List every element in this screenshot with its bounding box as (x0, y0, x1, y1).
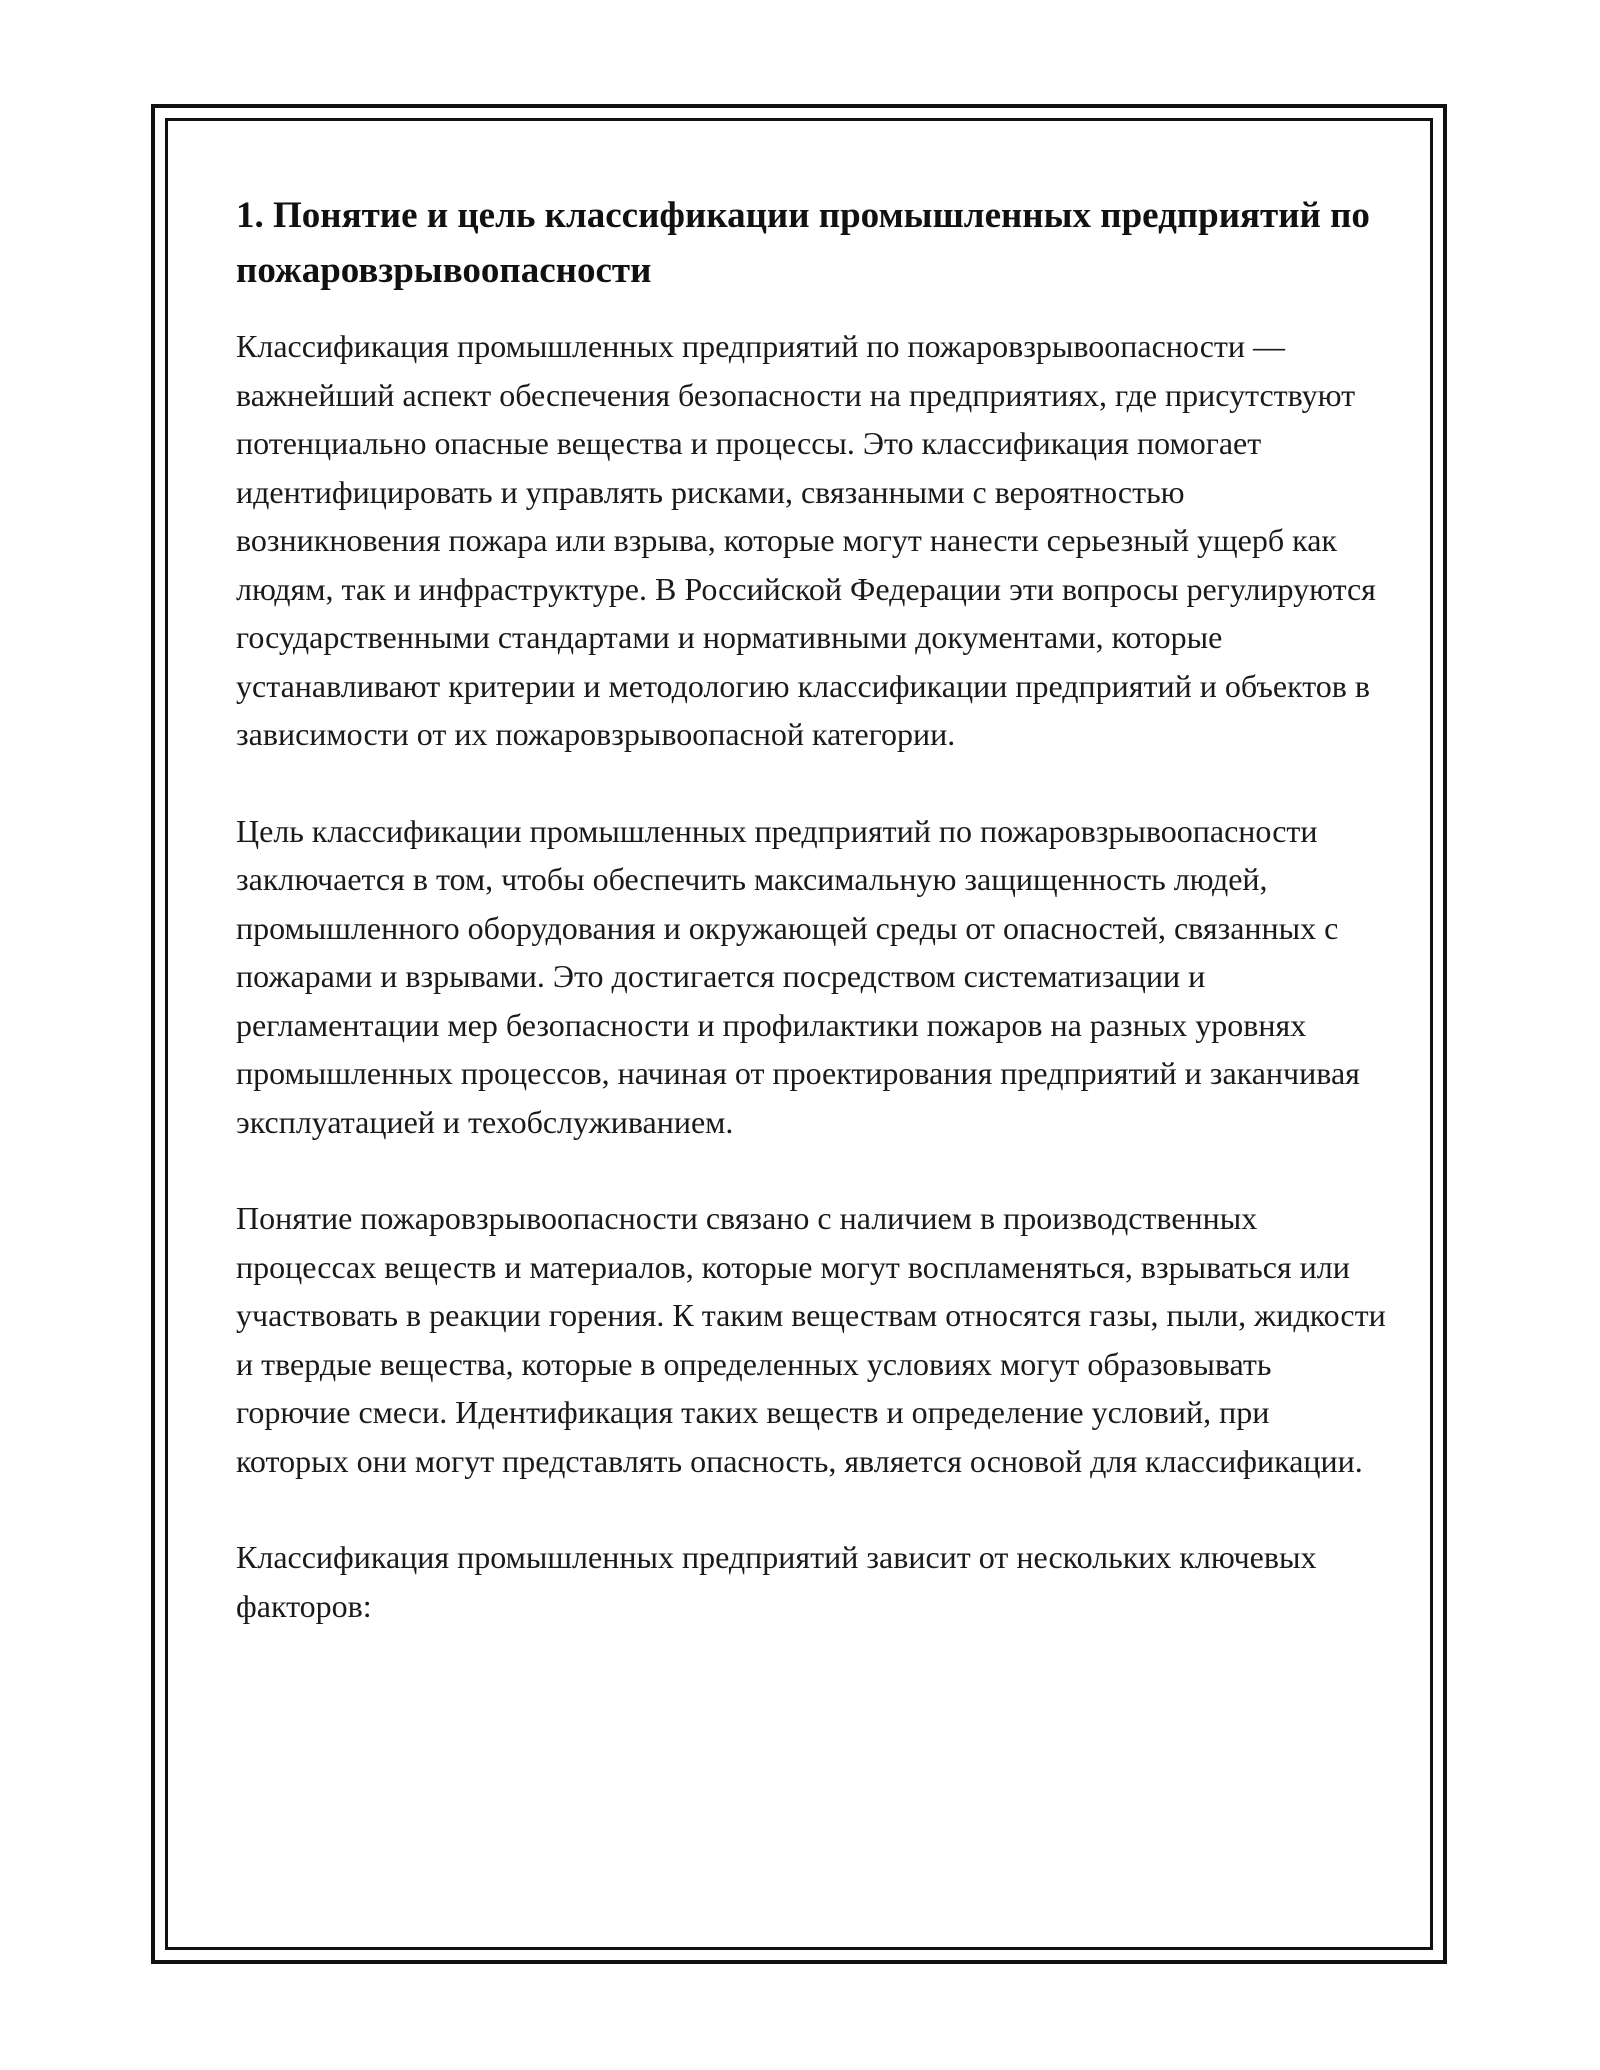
paragraph-1: Классификация промышленных предприятий по пожаровзрывоопасности — важнейший аспект обеспечения безопасности на предприятиях, где присутствуют потенциально опасные вещества и процессы. Это классификация помогает идентифицировать и управлять рисками, связанными с вероятностью возникновения пожара или взрыва, которые могут нанести серьезный ущерб как людям, так и инфраструктуре. В Российской Федерации эти вопросы регулируются государственными стандартами и нормативными документами, которые устанавливают критерии и методологию классификации предприятий и объектов в зависимости от их пожаровзрывоопасной категории. (236, 328, 1376, 752)
paragraph-4: Классификация промышленных предприятий зависит от нескольких ключевых факторов: (236, 1539, 1317, 1624)
document-body (236, 188, 1386, 1678)
paragraph-3: Понятие пожаровзрывоопасности связано с наличием в производственных процессах веществ и материалов, которые могут воспламеняться, взрываться или участвовать в реакции горения. К таким веществам относятся газы, пыли, жидкости и твердые вещества, которые в определенных условиях могут образовывать горючие смеси. Идентификация таких веществ и определение условий, при которых они могут представлять опасность, является основой для классификации. (236, 1200, 1386, 1479)
paragraph-2: Цель классификации промышленных предприятий по пожаровзрывоопасности заключается в том, чтобы обеспечить максимальную защищенность людей, промышленного оборудования и окружающей среды от опасностей, связанных с пожарами и взрывами. Это достигается посредством систематизации и регламентации мер безопасности и профилактики пожаров на разных уровнях промышленных процессов, начиная от проектирования предприятий и заканчивая эксплуатацией и техобслуживанием. (236, 812, 1360, 1140)
section-heading: 1. Понятие и цель классификации промышленных предприятий по пожаровзрывоопасности (236, 195, 1370, 291)
